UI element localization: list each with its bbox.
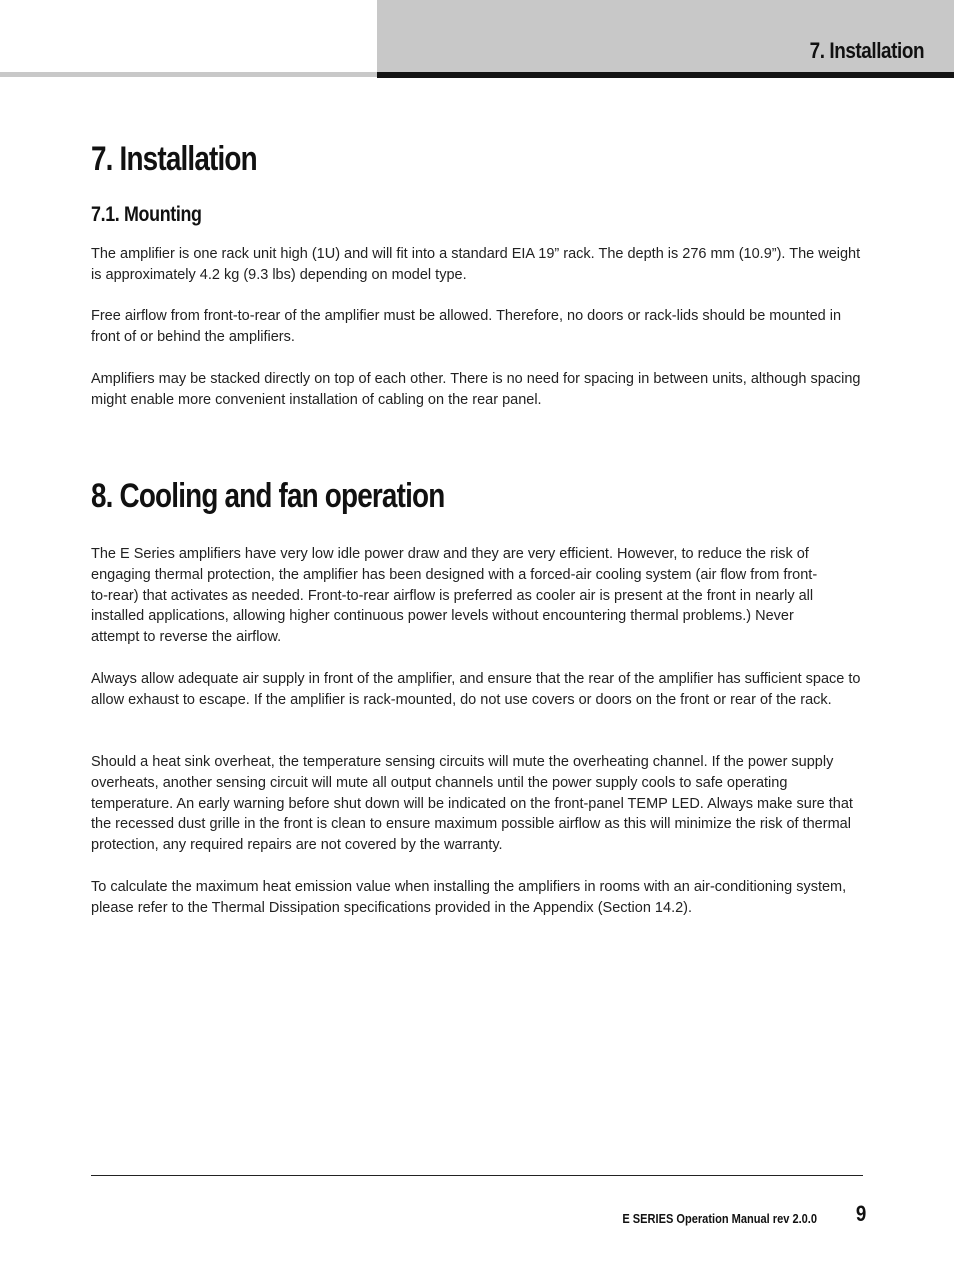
header-left-rule [0, 72, 377, 77]
paragraph-cooling-3: Should a heat sink overheat, the temperature sensing circuits will mute the overheating channel. If the power supply overheats, another sensing circuit will mute all output channels until the power supply cools to safe operating temperature. An early warning before shut down will be indicated on the front-panel TEMP LED. Always make sure that the recessed dust grille in the front is clean to ensure maximum possible airflow as this will minimize the risk of thermal protection, any required repairs are not covered by the warranty. [91, 754, 853, 854]
footer-rule [91, 1175, 863, 1176]
paragraph-mounting-1: The amplifier is one rack unit high (1U) and will fit into a standard EIA 19” rack. The depth is 276 mm (10.9”). The weight is approximately 4.2 kg (9.3 lbs) depending on model type. [91, 246, 861, 283]
paragraph-cooling-2: Always allow adequate air supply in front of the amplifier, and ensure that the rear of the amplifier has sufficient space to allow exhaust to escape. If the amplifier is rack-mounted, do not use covers or doors on the front or rear of the rack. [91, 671, 861, 708]
section-heading-installation: 7. Installation [91, 140, 257, 178]
paragraph-mounting-2: Free airflow from front-to-rear of the amplifier must be allowed. Therefore, no doors or rack-lids should be mounted in front of or behind the amplifiers. [91, 308, 842, 345]
header-right-rule [377, 72, 954, 78]
paragraph-cooling-1: The E Series amplifiers have very low idle power draw and they are very efficient. However, to reduce the risk of engaging thermal protection, the amplifier has been designed with a forced-air cooling system (air flow from front-to-rear) that activates as needed. Front-to-rear airflow is preferred as cooler air is present at the front in nearly all installed applications, allowing higher continuous power levels without encountering thermal problems.) Never attempt to reverse the airflow. [91, 546, 818, 646]
paragraph-mounting-3: Amplifiers may be stacked directly on top of each other. There is no need for spacing in between units, although spacing might enable more convenient installation of cabling on the rear panel. [91, 371, 861, 408]
section-heading-cooling: 8. Cooling and fan operation [91, 477, 445, 515]
subsection-heading-mounting: 7.1. Mounting [91, 203, 202, 226]
paragraph-cooling-4: To calculate the maximum heat emission value when installing the amplifiers in rooms with an air-conditioning system, please refer to the Thermal Dissipation specifications provided in the Appendix (Section 14.2). [91, 879, 847, 916]
page-number: 9 [855, 1201, 866, 1226]
header-section-title: 7. Installation [809, 38, 924, 63]
footer-manual-title: E SERIES Operation Manual rev 2.0.0 [622, 1211, 817, 1226]
